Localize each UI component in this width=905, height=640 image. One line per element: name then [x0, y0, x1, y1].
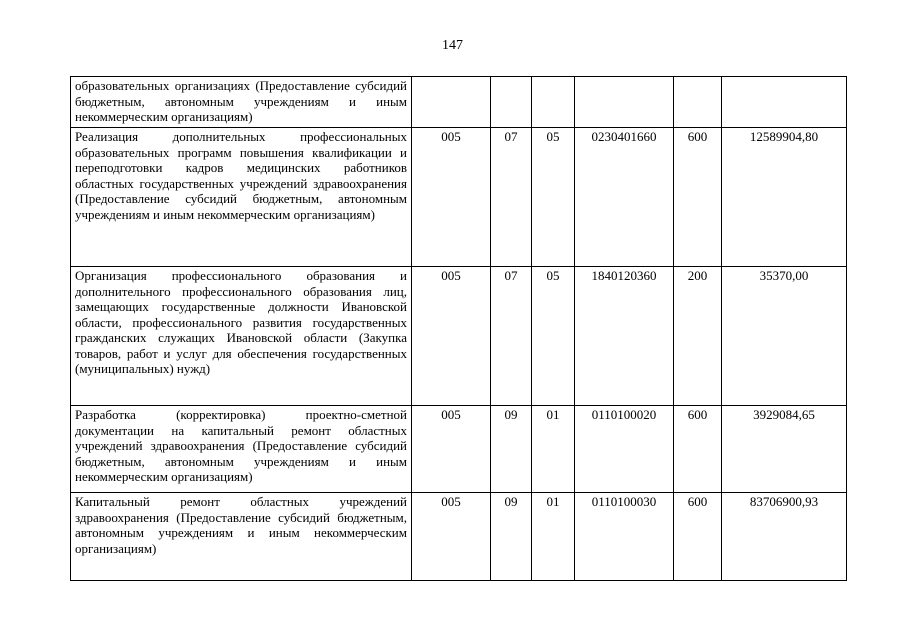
row-expense-type: 600	[674, 406, 722, 493]
table-row	[71, 267, 847, 406]
row-expense-type: 600	[674, 493, 722, 581]
row-department-code	[412, 77, 491, 128]
page-number: 147	[442, 38, 463, 53]
row-subsection: 05	[532, 128, 575, 267]
row-description: образовательных организациях (Предоставление субсидий бюджетным, автономным учреждениям и иным некоммерческим организациям)	[71, 77, 412, 128]
table-row	[71, 128, 847, 267]
row-section: 09	[491, 493, 532, 581]
row-target-article: 0230401660	[575, 128, 674, 267]
row-expense-type: 200	[674, 267, 722, 406]
row-subsection: 01	[532, 493, 575, 581]
row-expense-type	[674, 77, 722, 128]
row-amount: 3929084,65	[722, 406, 847, 493]
row-section: 07	[491, 128, 532, 267]
row-description: Реализация дополнительных профессиональных образовательных программ повышения квалификации и переподготовки кадров медицинских работников областных государственных учреждений здравоохранения (Предоставление субсидий бюджетным, автономным учреждениям и иным некоммерческим организациям)	[71, 128, 412, 267]
row-target-article	[575, 77, 674, 128]
row-target-article: 0110100020	[575, 406, 674, 493]
budget-table	[70, 76, 847, 581]
row-description: Разработка (корректировка) проектно-сметной документации на капитальный ремонт областных учреждений здравоохранения (Предоставление субсидий бюджетным, автономным учреждениям и иным некоммерческим организациям)	[71, 406, 412, 493]
row-description: Капитальный ремонт областных учреждений здравоохранения (Предоставление субсидий бюджетным, автономным учреждениям и иным некоммерческим организациям)	[71, 493, 412, 581]
row-subsection	[532, 77, 575, 128]
row-department-code: 005	[412, 128, 491, 267]
row-description: Организация профессионального образования и дополнительного профессионального образования лиц, замещающих государственные должности Ивановской области, профессионального развития государственных гражданских служащих Ивановской области (Закупка товаров, работ и услуг для обеспечения государственных (муниципальных) нужд)	[71, 267, 412, 406]
row-section	[491, 77, 532, 128]
row-department-code: 005	[412, 267, 491, 406]
row-subsection: 01	[532, 406, 575, 493]
row-target-article: 1840120360	[575, 267, 674, 406]
table-row	[71, 77, 847, 128]
row-subsection: 05	[532, 267, 575, 406]
row-target-article: 0110100030	[575, 493, 674, 581]
row-amount: 35370,00	[722, 267, 847, 406]
table-row	[71, 493, 847, 581]
row-amount: 12589904,80	[722, 128, 847, 267]
row-amount: 83706900,93	[722, 493, 847, 581]
row-section: 09	[491, 406, 532, 493]
table-row	[71, 406, 847, 493]
row-department-code: 005	[412, 406, 491, 493]
row-expense-type: 600	[674, 128, 722, 267]
row-department-code: 005	[412, 493, 491, 581]
row-amount	[722, 77, 847, 128]
row-section: 07	[491, 267, 532, 406]
